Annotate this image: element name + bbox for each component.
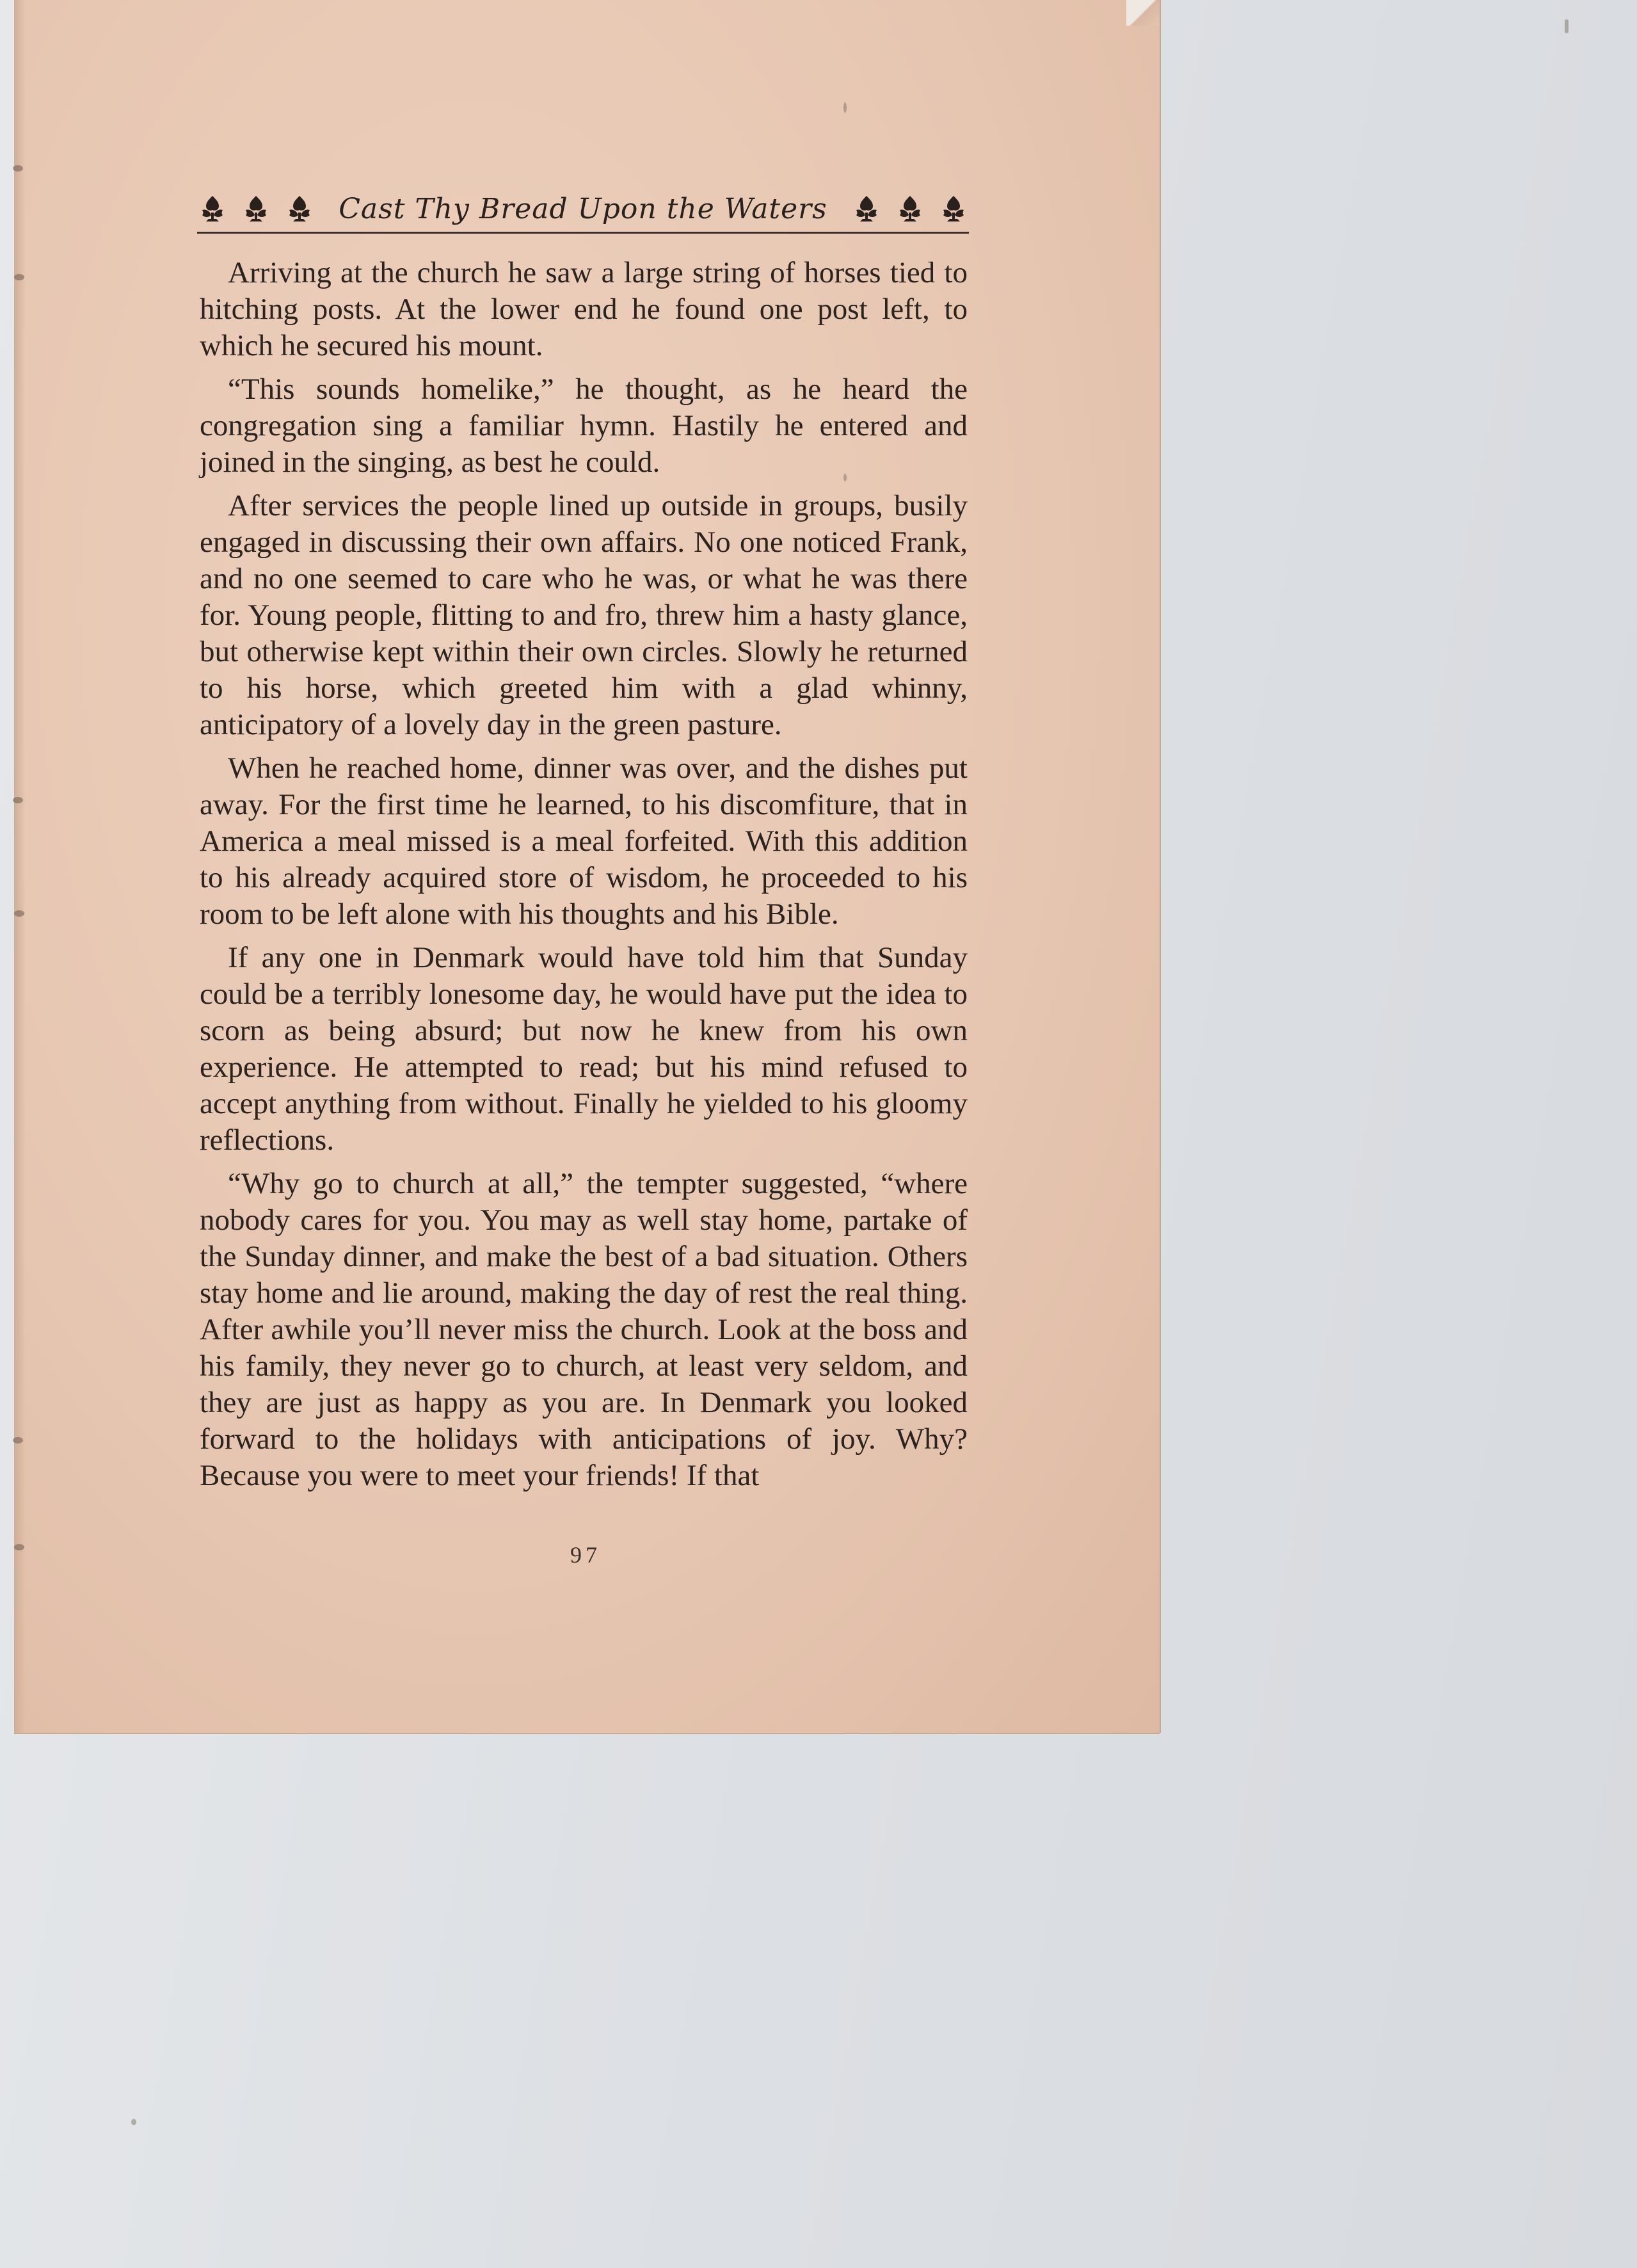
dust-speck <box>131 2119 136 2125</box>
dust-speck <box>843 102 847 113</box>
page-body <box>200 255 968 1501</box>
header-ornaments-right <box>851 193 969 224</box>
paragraph: After services the people lined up outside in groups, busily engaged in discussing their own affairs. No one noticed Frank, and no one seemed to care who he was, or what he was there for. Young people, flitting to and fro, threw him a hasty glance, but otherwise kept within their own circles. Slowly he returned to his horse, which greeted him with a glad whinny, anticipatory of a lovely day in the green pasture. <box>200 489 968 741</box>
running-header <box>197 186 969 234</box>
header-ornaments-left <box>197 193 315 224</box>
dust-speck <box>843 474 847 481</box>
page-number: 97 <box>570 1542 601 1568</box>
binding-mark <box>13 797 23 803</box>
page-binding-edge <box>14 0 26 1733</box>
fleuron-icon <box>895 193 925 224</box>
paragraph: When he reached home, dinner was over, and the dishes put away. For the first time he learned, to his discomfiture, that in America a meal missed is a meal forfeited. With this addition to his already acquired store of wisdom, he proceeded to his room to be left alone with his thoughts and his Bible. <box>200 752 968 931</box>
fleuron-icon <box>938 193 969 224</box>
binding-mark <box>13 165 23 172</box>
fleuron-icon <box>851 193 882 224</box>
running-header-title: Cast Thy Bread Upon the Waters <box>339 192 827 225</box>
fleuron-icon <box>284 193 315 224</box>
fleuron-icon <box>197 193 228 224</box>
dust-speck <box>1565 19 1569 33</box>
page-corner-fold <box>1126 0 1160 26</box>
binding-mark <box>14 274 24 280</box>
paragraph: If any one in Denmark would have told him that Sunday could be a terribly lonesome day, he would have put the idea to scorn as being absurd; but now he knew from his own experience. He attempted to read; but his mind refused to accept anything from without. Finally he yielded to his gloomy reflections. <box>200 941 968 1157</box>
binding-mark <box>14 910 24 917</box>
paragraph: Arriving at the church he saw a large string of horses tied to hitching posts. At the lower end he found one post left, to which he secured his mount. <box>200 256 968 362</box>
fleuron-icon <box>241 193 271 224</box>
paragraph: “This sounds homelike,” he thought, as he heard the congregation sing a familiar hymn. Hastily he entered and joined in the singing, as best he could. <box>200 373 968 479</box>
binding-mark <box>13 1437 23 1444</box>
paragraph: “Why go to church at all,” the tempter suggested, “where nobody cares for you. You may as well stay home, partake of the Sunday dinner, and make the best of a bad situation. Others stay home and lie around, making the day of rest the real thing. After awhile you’ll never miss the church. Look at the boss and his family, they never go to church, at least very seldom, and they are just as happy as you are. In Denmark you looked forward to the holidays with anticipations of joy. Why? Because you were to meet your friends! If that <box>200 1167 968 1492</box>
